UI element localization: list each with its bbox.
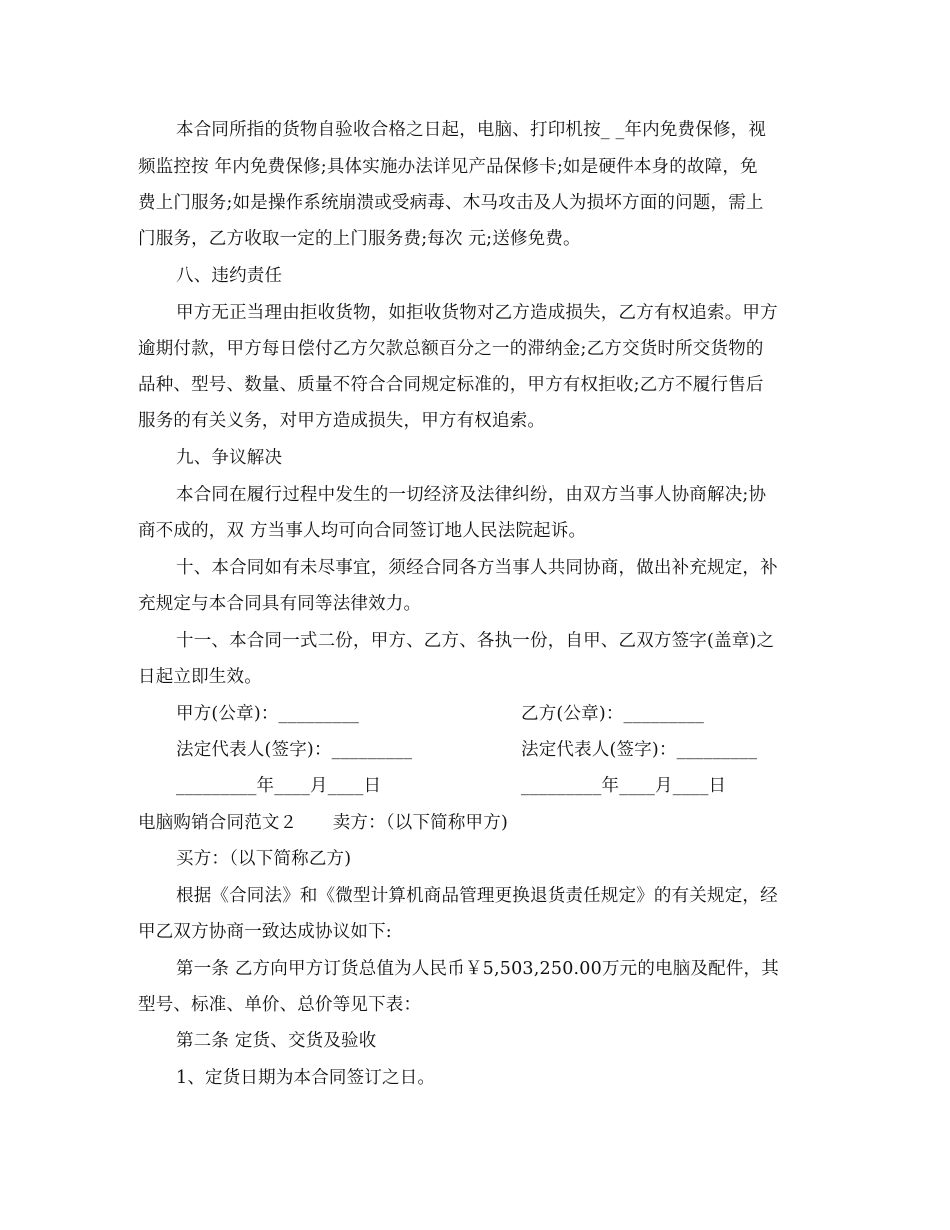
paragraph-line: 甲乙双方协商一致达成协议如下: (138, 922, 392, 942)
paragraph-line: 充规定与本合同具有同等法律效力。 (138, 594, 422, 614)
paragraph-line: 服务的有关义务，对甲方造成损失，甲方有权追索。 (138, 411, 546, 431)
article-1-line: 第一条 乙方向甲方订货总值为人民币￥5,503,250.00万元的电脑及配件，其 (176, 959, 779, 979)
party-a-date: _________年____月____日 (176, 776, 382, 796)
section-heading: 八、违约责任 (176, 266, 283, 286)
paragraph-line: 本合同所指的货物自验收合格之日起，电脑、打印机按_ _年内免费保修，视 (176, 120, 767, 140)
party-b-representative: 法定代表人(签字)：_________ (521, 740, 758, 760)
paragraph-line: 根据《合同法》和《微型计算机商品管理更换退货责任规定》的有关规定，经 (176, 886, 778, 906)
paragraph-line: 品种、型号、数量、质量不符合合同规定标准的，甲方有权拒收;乙方不履行售后 (138, 375, 764, 395)
section-heading: 九、争议解决 (176, 448, 283, 468)
paragraph-line: 型号、标准、单价、总价等见下表： (138, 995, 422, 1015)
paragraph-line: 费上门服务;如是操作系统崩溃或受病毒、木马攻击及人为损坏方面的问题，需上 (138, 193, 764, 213)
paragraph-line: 商不成的，双 方当事人均可向合同签订地人民法院起诉。 (138, 521, 587, 541)
paragraph-line: 本合同在履行过程中发生的一切经济及法律纠纷，由双方当事人协商解决;协 (176, 485, 767, 505)
party-a-seal: 甲方(公章)：_________ (176, 704, 360, 724)
party-a-representative: 法定代表人(签字)：_________ (176, 740, 413, 760)
paragraph-line: 1、定货日期为本合同签订之日。 (176, 1068, 436, 1088)
paragraph-line: 甲方无正当理由拒收货物，如拒收货物对乙方造成损失，乙方有权追索。甲方 (176, 303, 778, 323)
buyer-line: 买方：（以下简称乙方) (176, 849, 352, 869)
party-b-date: _________年____月____日 (521, 776, 727, 796)
paragraph-line: 门服务，乙方收取一定的上门服务费;每次 元;送修免费。 (138, 229, 581, 249)
paragraph-line: 十一、本合同一式二份，甲方、乙方、各执一份，自甲、乙双方签字(盖章)之 (176, 631, 775, 651)
contract-2-title: 电脑购销合同范文２ 卖方：（以下简称甲方) (138, 813, 508, 833)
paragraph-line: 频监控按 年内免费保修;具体实施办法详见产品保修卡;如是硬件本身的故障，免 (138, 157, 758, 177)
paragraph-line: 日起立即生效。 (138, 667, 262, 687)
paragraph-line: 十、本合同如有未尽事宜，须经合同各方当事人共同协商，做出补充规定，补 (176, 558, 778, 578)
party-b-seal: 乙方(公章)：_________ (521, 704, 705, 724)
article-2-heading: 第二条 定货、交货及验收 (176, 1031, 377, 1051)
paragraph-line: 逾期付款，甲方每日偿付乙方欠款总额百分之一的滞纳金;乙方交货时所交货物的 (138, 339, 764, 359)
